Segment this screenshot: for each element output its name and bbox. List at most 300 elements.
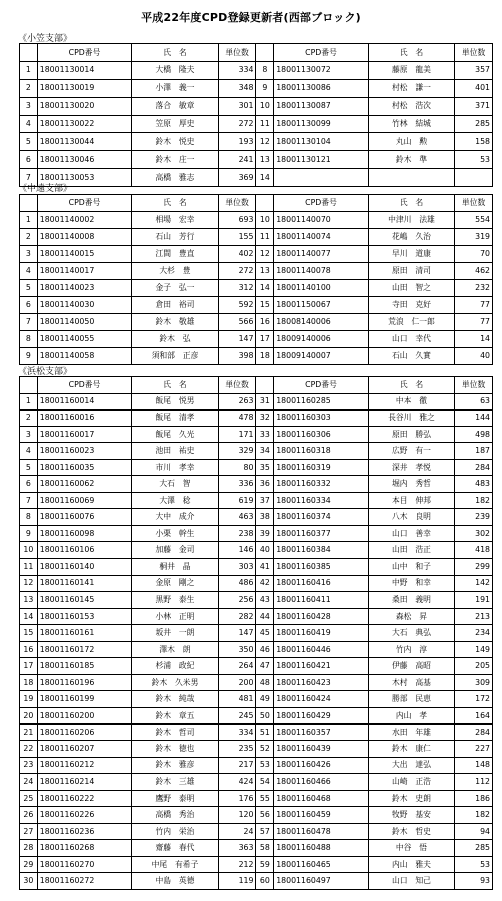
member-name: 中津川 法雄 (368, 212, 454, 229)
member-name: 飯尾 久光 (132, 426, 218, 443)
table-ogasa (19, 43, 493, 187)
member-name: 澤木 朗 (132, 641, 218, 658)
member-name: 中尾 有希子 (132, 856, 218, 873)
unit-count: 24 (218, 823, 256, 840)
header-cell-cpd: CPD番号 (274, 195, 369, 212)
unit-count: 164 (455, 707, 493, 724)
member-name: 勝部 民恵 (368, 691, 454, 708)
row-number: 42 (256, 575, 274, 592)
unit-count: 363 (218, 840, 256, 857)
unit-count: 212 (218, 856, 256, 873)
row-number: 3 (20, 246, 38, 263)
member-name: 加藤 金司 (132, 542, 218, 559)
member-name: 鈴木 史朗 (368, 790, 454, 807)
member-name: 牧野 基安 (368, 807, 454, 824)
header-cell-unit: 単位数 (218, 44, 256, 62)
cpd-number: 18001130104 (274, 133, 369, 151)
unit-count: 369 (218, 169, 256, 187)
row-number: 33 (256, 426, 274, 443)
row-number: 58 (256, 840, 274, 857)
row-number: 32 (256, 410, 274, 427)
unit-count: 334 (218, 724, 256, 741)
row-number: 57 (256, 823, 274, 840)
cpd-number: 18001160488 (274, 840, 369, 857)
member-name: 鈴木 三雄 (132, 774, 218, 791)
member-name: 鷹野 泰明 (132, 790, 218, 807)
member-name: 大橋 隆夫 (132, 61, 218, 79)
row-number: 35 (256, 459, 274, 476)
member-name: 深井 孝悦 (368, 459, 454, 476)
row-number: 20 (20, 707, 38, 724)
unit-count: 329 (218, 443, 256, 460)
cpd-number: 18001160017 (37, 426, 132, 443)
row-number: 16 (20, 641, 38, 658)
table-row (20, 707, 493, 724)
unit-count: 336 (218, 476, 256, 493)
member-name: 森松 昇 (368, 608, 454, 625)
member-name: 石山 久實 (368, 348, 454, 365)
member-name: 石山 芳行 (132, 229, 218, 246)
table-row (20, 807, 493, 824)
header-cell-name: 氏 名 (368, 195, 454, 212)
member-name: 山中 和子 (368, 559, 454, 576)
member-name: 鈴木 康仁 (368, 741, 454, 758)
unit-count (455, 169, 493, 187)
cpd-number: 18001160145 (37, 592, 132, 609)
unit-count: 238 (218, 525, 256, 542)
row-number: 18 (256, 348, 274, 365)
cpd-number: 18001140074 (274, 229, 369, 246)
table-row (20, 492, 493, 509)
table-row (20, 674, 493, 691)
row-number: 13 (256, 151, 274, 169)
table-row (20, 459, 493, 476)
header-cell-name: 氏 名 (132, 195, 218, 212)
cpd-number: 18001140070 (274, 212, 369, 229)
unit-count: 70 (455, 246, 493, 263)
cpd-number: 18001160141 (37, 575, 132, 592)
row-number: 28 (20, 840, 38, 857)
row-number: 11 (256, 115, 274, 133)
cpd-number: 18001160318 (274, 443, 369, 460)
row-number: 41 (256, 559, 274, 576)
member-name: 鈴木 哲史 (368, 823, 454, 840)
cpd-number: 18001130020 (37, 97, 132, 115)
row-number: 10 (20, 542, 38, 559)
member-name: 山田 浩正 (368, 542, 454, 559)
table-row (20, 426, 493, 443)
row-number: 11 (256, 229, 274, 246)
member-name: 内山 孝 (368, 707, 454, 724)
member-name: 藤原 龍美 (368, 61, 454, 79)
row-number: 14 (256, 280, 274, 297)
cpd-number: 18001160377 (274, 525, 369, 542)
row-number: 6 (20, 151, 38, 169)
member-name: 黒野 泰生 (132, 592, 218, 609)
table-row (20, 873, 493, 890)
member-name: 桑田 義明 (368, 592, 454, 609)
table-row (20, 608, 493, 625)
header-cell-unit: 単位数 (455, 377, 493, 394)
row-number: 5 (20, 459, 38, 476)
table-row (20, 133, 493, 151)
unit-count: 309 (455, 674, 493, 691)
unit-count: 483 (455, 476, 493, 493)
table-row (20, 641, 493, 658)
cpd-number: 18001160185 (37, 658, 132, 675)
table-row (20, 559, 493, 576)
row-number: 12 (256, 133, 274, 151)
cpd-number: 18001140100 (274, 280, 369, 297)
cpd-number: 18001160106 (37, 542, 132, 559)
row-number: 2 (20, 410, 38, 427)
unit-count: 182 (455, 492, 493, 509)
row-number: 30 (20, 873, 38, 890)
row-number: 2 (20, 79, 38, 97)
unit-count: 264 (218, 658, 256, 675)
member-name: 中谷 悟 (368, 840, 454, 857)
header-cell-number (256, 44, 274, 62)
row-number: 7 (20, 169, 38, 187)
cpd-number: 18008140006 (274, 314, 369, 331)
unit-count: 263 (218, 393, 256, 410)
member-name: 内山 雅夫 (368, 856, 454, 873)
member-name: 相場 宏幸 (132, 212, 218, 229)
unit-count: 193 (218, 133, 256, 151)
cpd-number: 18001160226 (37, 807, 132, 824)
row-number: 4 (20, 115, 38, 133)
cpd-number: 18001160465 (274, 856, 369, 873)
row-number: 22 (20, 741, 38, 758)
unit-count: 619 (218, 492, 256, 509)
row-number: 7 (20, 492, 38, 509)
unit-count: 147 (218, 625, 256, 642)
member-name: 丸山 勲 (368, 133, 454, 151)
cpd-number: 18001160411 (274, 592, 369, 609)
row-number: 52 (256, 741, 274, 758)
unit-count: 187 (455, 443, 493, 460)
member-name: 江間 豊直 (132, 246, 218, 263)
cpd-number: 18001160023 (37, 443, 132, 460)
table-row (20, 229, 493, 246)
table-row (20, 443, 493, 460)
header-cell-unit: 単位数 (455, 195, 493, 212)
row-number: 13 (256, 263, 274, 280)
unit-count: 350 (218, 641, 256, 658)
row-number: 49 (256, 691, 274, 708)
table-row (20, 476, 493, 493)
table-chuen (19, 194, 493, 365)
unit-count: 693 (218, 212, 256, 229)
unit-count: 401 (455, 79, 493, 97)
table-row (20, 509, 493, 526)
unit-count: 348 (218, 79, 256, 97)
member-name: 中本 徹 (368, 393, 454, 410)
table-row (20, 331, 493, 348)
header-cell-name: 氏 名 (132, 377, 218, 394)
unit-count: 93 (455, 873, 493, 890)
row-number: 7 (20, 314, 38, 331)
member-name: 高橋 秀治 (132, 807, 218, 824)
row-number: 9 (20, 348, 38, 365)
member-name: 山崎 正浩 (368, 774, 454, 791)
member-name: 村松 謙一 (368, 79, 454, 97)
cpd-number: 18001160468 (274, 790, 369, 807)
row-number: 31 (256, 393, 274, 410)
cpd-number: 18001160212 (37, 757, 132, 774)
unit-count: 357 (455, 61, 493, 79)
header-cell-name: 氏 名 (368, 377, 454, 394)
row-number: 50 (256, 707, 274, 724)
member-name: 山口 善幸 (368, 525, 454, 542)
member-name: 大澤 稔 (132, 492, 218, 509)
header-cell-name: 氏 名 (368, 44, 454, 62)
row-number: 27 (20, 823, 38, 840)
row-number: 13 (20, 592, 38, 609)
member-name: 寺田 克好 (368, 297, 454, 314)
cpd-number: 18001130086 (274, 79, 369, 97)
member-name: 杉浦 政紀 (132, 658, 218, 675)
cpd-number: 18001160270 (37, 856, 132, 873)
cpd-number: 18001160222 (37, 790, 132, 807)
unit-count: 319 (455, 229, 493, 246)
header-cell-cpd: CPD番号 (274, 377, 369, 394)
row-number: 8 (256, 61, 274, 79)
cpd-number: 18001130046 (37, 151, 132, 169)
header-cell-cpd: CPD番号 (37, 195, 132, 212)
cpd-number: 18001140078 (274, 263, 369, 280)
table-header-row (20, 44, 493, 62)
table-row (20, 263, 493, 280)
header-cell-unit: 単位数 (218, 377, 256, 394)
cpd-number: 18001130099 (274, 115, 369, 133)
row-number: 16 (256, 314, 274, 331)
row-number: 56 (256, 807, 274, 824)
member-name: 荒浪 仁一郎 (368, 314, 454, 331)
member-name: 須和部 正彦 (132, 348, 218, 365)
header-cell-number (20, 44, 38, 62)
unit-count: 77 (455, 314, 493, 331)
member-name: 鈴木 弘 (132, 331, 218, 348)
table-row (20, 691, 493, 708)
cpd-number: 18001160439 (274, 741, 369, 758)
row-number: 14 (20, 608, 38, 625)
table-row (20, 61, 493, 79)
member-name: 金原 剛之 (132, 575, 218, 592)
unit-count: 424 (218, 774, 256, 791)
member-name: 齋藤 春代 (132, 840, 218, 857)
row-number: 59 (256, 856, 274, 873)
cpd-number: 18001160268 (37, 840, 132, 857)
cpd-number: 18001130072 (274, 61, 369, 79)
cpd-number: 18001160384 (274, 542, 369, 559)
unit-count: 142 (455, 575, 493, 592)
unit-count: 119 (218, 873, 256, 890)
table-row (20, 757, 493, 774)
member-name: 高橋 雅志 (132, 169, 218, 187)
table-row (20, 79, 493, 97)
cpd-number: 18001140058 (37, 348, 132, 365)
header-cell-number (256, 195, 274, 212)
member-name: 笠原 厚史 (132, 115, 218, 133)
member-name: 大出 達弘 (368, 757, 454, 774)
unit-count: 112 (455, 774, 493, 791)
member-name: 鈴木 章五 (132, 707, 218, 724)
unit-count: 418 (455, 542, 493, 559)
unit-count: 301 (218, 97, 256, 115)
row-number: 39 (256, 525, 274, 542)
unit-count: 227 (455, 741, 493, 758)
cpd-number: 18001160478 (274, 823, 369, 840)
row-number: 10 (256, 97, 274, 115)
cpd-number: 18001140030 (37, 297, 132, 314)
cpd-number: 18001140023 (37, 280, 132, 297)
member-name: 中野 和幸 (368, 575, 454, 592)
cpd-number: 18001160374 (274, 509, 369, 526)
row-number: 9 (20, 525, 38, 542)
row-number: 34 (256, 443, 274, 460)
cpd-number: 18001140077 (274, 246, 369, 263)
cpd-number: 18001150067 (274, 297, 369, 314)
member-name: 八木 良明 (368, 509, 454, 526)
header-cell-unit: 単位数 (455, 44, 493, 62)
row-number: 3 (20, 97, 38, 115)
row-number: 26 (20, 807, 38, 824)
cpd-number: 18001160306 (274, 426, 369, 443)
unit-count: 241 (218, 151, 256, 169)
cpd-number: 18001160419 (274, 625, 369, 642)
unit-count: 592 (218, 297, 256, 314)
cpd-number: 18001160207 (37, 741, 132, 758)
member-name: 鈴木 庄一 (132, 151, 218, 169)
unit-count: 149 (455, 641, 493, 658)
row-number: 3 (20, 426, 38, 443)
row-number: 18 (20, 674, 38, 691)
unit-count: 94 (455, 823, 493, 840)
row-number: 12 (20, 575, 38, 592)
unit-count: 171 (218, 426, 256, 443)
unit-count: 285 (455, 840, 493, 857)
unit-count: 481 (218, 691, 256, 708)
table-hamamatsu (19, 376, 493, 890)
member-name: 伊藤 高昭 (368, 658, 454, 675)
row-number: 48 (256, 674, 274, 691)
member-name: 飯尾 悦男 (132, 393, 218, 410)
cpd-number: 18001160161 (37, 625, 132, 642)
row-number: 24 (20, 774, 38, 791)
unit-count: 120 (218, 807, 256, 824)
member-name: 倉田 裕司 (132, 297, 218, 314)
table-row (20, 280, 493, 297)
header-cell-cpd: CPD番号 (37, 377, 132, 394)
member-name: 花嶋 久治 (368, 229, 454, 246)
unit-count: 302 (455, 525, 493, 542)
member-name: 木村 高基 (368, 674, 454, 691)
unit-count: 182 (455, 807, 493, 824)
row-number: 44 (256, 608, 274, 625)
row-number: 6 (20, 476, 38, 493)
member-name: 鈴木 雅彦 (132, 757, 218, 774)
member-name: 竹内 栄治 (132, 823, 218, 840)
member-name: 小澤 義一 (132, 79, 218, 97)
table-row (20, 592, 493, 609)
table-row (20, 212, 493, 229)
member-name: 桐井 晶 (132, 559, 218, 576)
row-number: 5 (20, 133, 38, 151)
table-row (20, 314, 493, 331)
cpd-number: 18001130014 (37, 61, 132, 79)
cpd-number: 18001160319 (274, 459, 369, 476)
unit-count: 205 (455, 658, 493, 675)
row-number: 15 (20, 625, 38, 642)
member-name: 本目 伸邦 (368, 492, 454, 509)
cpd-number: 18001160303 (274, 410, 369, 427)
row-number: 53 (256, 757, 274, 774)
cpd-number: 18001130019 (37, 79, 132, 97)
unit-count: 80 (218, 459, 256, 476)
header-cell-name: 氏 名 (132, 44, 218, 62)
cpd-number: 18001140050 (37, 314, 132, 331)
row-number: 8 (20, 509, 38, 526)
unit-count: 245 (218, 707, 256, 724)
table-row (20, 97, 493, 115)
table-row (20, 823, 493, 840)
cpd-number: 18001160076 (37, 509, 132, 526)
table-row (20, 169, 493, 187)
section-label-chuen: 《中遠支部》 (18, 184, 73, 194)
unit-count: 312 (218, 280, 256, 297)
unit-count: 284 (455, 459, 493, 476)
cpd-number: 18001160429 (274, 707, 369, 724)
member-name: 堀内 秀哲 (368, 476, 454, 493)
table-row (20, 410, 493, 427)
unit-count: 217 (218, 757, 256, 774)
header-cell-cpd: CPD番号 (37, 44, 132, 62)
unit-count: 213 (455, 608, 493, 625)
cpd-number: 18001130121 (274, 151, 369, 169)
unit-count: 200 (218, 674, 256, 691)
row-number: 10 (256, 212, 274, 229)
header-cell-cpd: CPD番号 (274, 44, 369, 62)
cpd-number: 18001160206 (37, 724, 132, 741)
member-name: 鈴木 準 (368, 151, 454, 169)
member-name: 坂井 一朗 (132, 625, 218, 642)
row-number: 9 (256, 79, 274, 97)
cpd-number (274, 169, 369, 187)
unit-count: 554 (455, 212, 493, 229)
unit-count: 371 (455, 97, 493, 115)
unit-count: 284 (455, 724, 493, 741)
member-name: 大石 典弘 (368, 625, 454, 642)
row-number: 29 (20, 856, 38, 873)
member-name: 鈴木 敬雄 (132, 314, 218, 331)
header-cell-number (20, 377, 38, 394)
member-name: 飯尾 清孝 (132, 410, 218, 427)
cpd-number: 18001160199 (37, 691, 132, 708)
cpd-number: 18001130053 (37, 169, 132, 187)
section-label-hamamatsu: 《浜松支部》 (18, 367, 73, 377)
unit-count: 40 (455, 348, 493, 365)
cpd-number: 18001160214 (37, 774, 132, 791)
member-name: 小林 正明 (132, 608, 218, 625)
row-number: 25 (20, 790, 38, 807)
member-name: 鈴木 哲司 (132, 724, 218, 741)
member-name: 大石 智 (132, 476, 218, 493)
row-number: 36 (256, 476, 274, 493)
unit-count: 147 (218, 331, 256, 348)
cpd-number: 18001160334 (274, 492, 369, 509)
cpd-number: 18001140015 (37, 246, 132, 263)
